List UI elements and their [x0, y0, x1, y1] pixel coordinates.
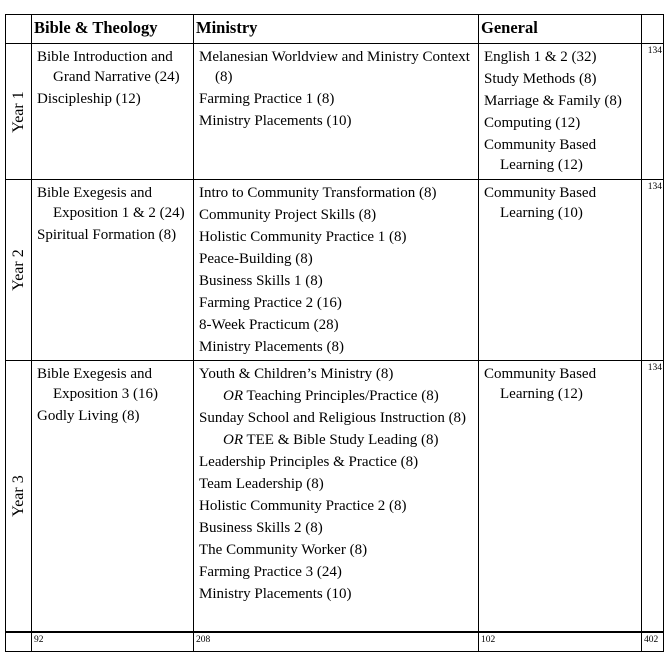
course-text: Intro to Community Transformation (8): [199, 185, 437, 201]
general-cell: [479, 180, 642, 361]
course-item: [34, 183, 191, 223]
course-item: [481, 91, 639, 111]
course-text: Sunday School and Religious Instruction (8): [199, 410, 467, 426]
course-text: TEE & Bible Study Leading (8): [243, 432, 439, 448]
year-total: 134: [642, 361, 664, 632]
course-item: [196, 430, 476, 450]
course-item: [34, 225, 191, 245]
course-text: Farming Practice 2 (16): [199, 295, 342, 311]
course-item: [481, 135, 639, 175]
bible-cell: [32, 361, 194, 632]
course-item: [34, 89, 191, 109]
course-text: Community Project Skills (8): [199, 207, 377, 223]
ministry-cell: [194, 180, 479, 361]
header-row: [6, 15, 664, 44]
year-row: [6, 180, 664, 361]
year-total: 134: [642, 180, 664, 361]
course-item: [34, 406, 191, 426]
course-text: Leadership Principles & Practice (8): [199, 454, 419, 470]
course-text: Farming Practice 3 (24): [199, 564, 342, 580]
course-item: [196, 474, 476, 494]
footer-corner: [6, 632, 32, 652]
course-text: Marriage & Family (8): [484, 93, 622, 109]
course-text: Community Based Learning (12): [484, 366, 597, 402]
year-label-cell: [6, 361, 32, 632]
year-label: Year 1: [9, 90, 27, 133]
course-text: Team Leadership (8): [199, 476, 324, 492]
course-item: [196, 89, 476, 109]
course-item: [196, 540, 476, 560]
course-item: [196, 518, 476, 538]
course-text: Ministry Placements (10): [199, 113, 352, 129]
course-text: Melanesian Worldview and Ministry Context (8): [199, 49, 470, 85]
course-item: [196, 183, 476, 203]
course-item: [196, 562, 476, 582]
header-ministry: Ministry: [194, 15, 479, 44]
course-text: Study Methods (8): [484, 71, 597, 87]
course-item: [196, 315, 476, 335]
course-item: [196, 47, 476, 87]
course-item: [481, 364, 639, 404]
bible-cell: [32, 44, 194, 180]
course-text: Youth & Children’s Ministry (8): [199, 366, 394, 382]
course-item: [34, 364, 191, 404]
ministry-cell: [194, 361, 479, 632]
course-text: Business Skills 2 (8): [199, 520, 323, 536]
or-label: OR: [223, 432, 243, 448]
course-item: [196, 111, 476, 131]
footer-grand-total: 402: [642, 632, 664, 652]
course-item: [196, 293, 476, 313]
course-item: [196, 584, 476, 604]
curriculum-table: [5, 14, 664, 652]
year-row: [6, 44, 664, 180]
course-text: Farming Practice 1 (8): [199, 91, 335, 107]
course-item: [196, 496, 476, 516]
course-item: [196, 227, 476, 247]
course-text: Peace-Building (8): [199, 251, 313, 267]
ministry-cell: [194, 44, 479, 180]
year-row: [6, 361, 664, 632]
bible-cell: [32, 180, 194, 361]
course-item: [196, 249, 476, 269]
or-label: OR: [223, 388, 243, 404]
footer-ministry-total: 208: [194, 632, 479, 652]
course-item: [196, 337, 476, 357]
year-label: Year 2: [9, 249, 27, 291]
course-text: Holistic Community Practice 2 (8): [199, 498, 407, 514]
course-text: Community Based Learning (12): [484, 137, 597, 173]
course-item: [34, 47, 191, 87]
general-cell: [479, 361, 642, 632]
course-text: Spiritual Formation (8): [37, 227, 177, 243]
year-label-cell: [6, 44, 32, 180]
footer-row: [6, 632, 664, 652]
year-total: 134: [642, 44, 664, 180]
course-text: English 1 & 2 (32): [484, 49, 597, 65]
course-item: [196, 271, 476, 291]
course-text: The Community Worker (8): [199, 542, 368, 558]
course-text: Discipleship (12): [37, 91, 141, 107]
general-cell: [479, 44, 642, 180]
course-item: [196, 205, 476, 225]
course-text: Community Based Learning (10): [484, 185, 597, 221]
course-text: Ministry Placements (10): [199, 586, 352, 602]
header-corner: [6, 15, 32, 44]
course-text: Holistic Community Practice 1 (8): [199, 229, 407, 245]
course-text: Bible Exegesis and Exposition 3 (16): [37, 366, 158, 402]
course-item: [196, 386, 476, 406]
course-item: [481, 113, 639, 133]
course-item: [196, 364, 476, 384]
course-text: Ministry Placements (8): [199, 339, 344, 355]
course-text: Bible Introduction and Grand Narrative (24): [37, 49, 180, 85]
course-item: [481, 183, 639, 223]
header-general: General: [479, 15, 642, 44]
course-text: Computing (12): [484, 115, 581, 131]
course-item: [481, 69, 639, 89]
course-text: Godly Living (8): [37, 408, 140, 424]
course-text: Teaching Principles/Practice (8): [243, 388, 439, 404]
course-item: [196, 408, 476, 428]
course-text: Business Skills 1 (8): [199, 273, 323, 289]
course-item: [481, 47, 639, 67]
footer-general-total: 102: [479, 632, 642, 652]
year-label-cell: [6, 180, 32, 361]
course-text: 8-Week Practicum (28): [199, 317, 339, 333]
course-item: [196, 452, 476, 472]
year-label: Year 3: [9, 475, 27, 517]
header-total: [642, 15, 664, 44]
header-bible-theology: Bible & Theology: [32, 15, 194, 44]
course-text: Bible Exegesis and Exposition 1 & 2 (24): [37, 185, 185, 221]
footer-bible-total: 92: [32, 632, 194, 652]
